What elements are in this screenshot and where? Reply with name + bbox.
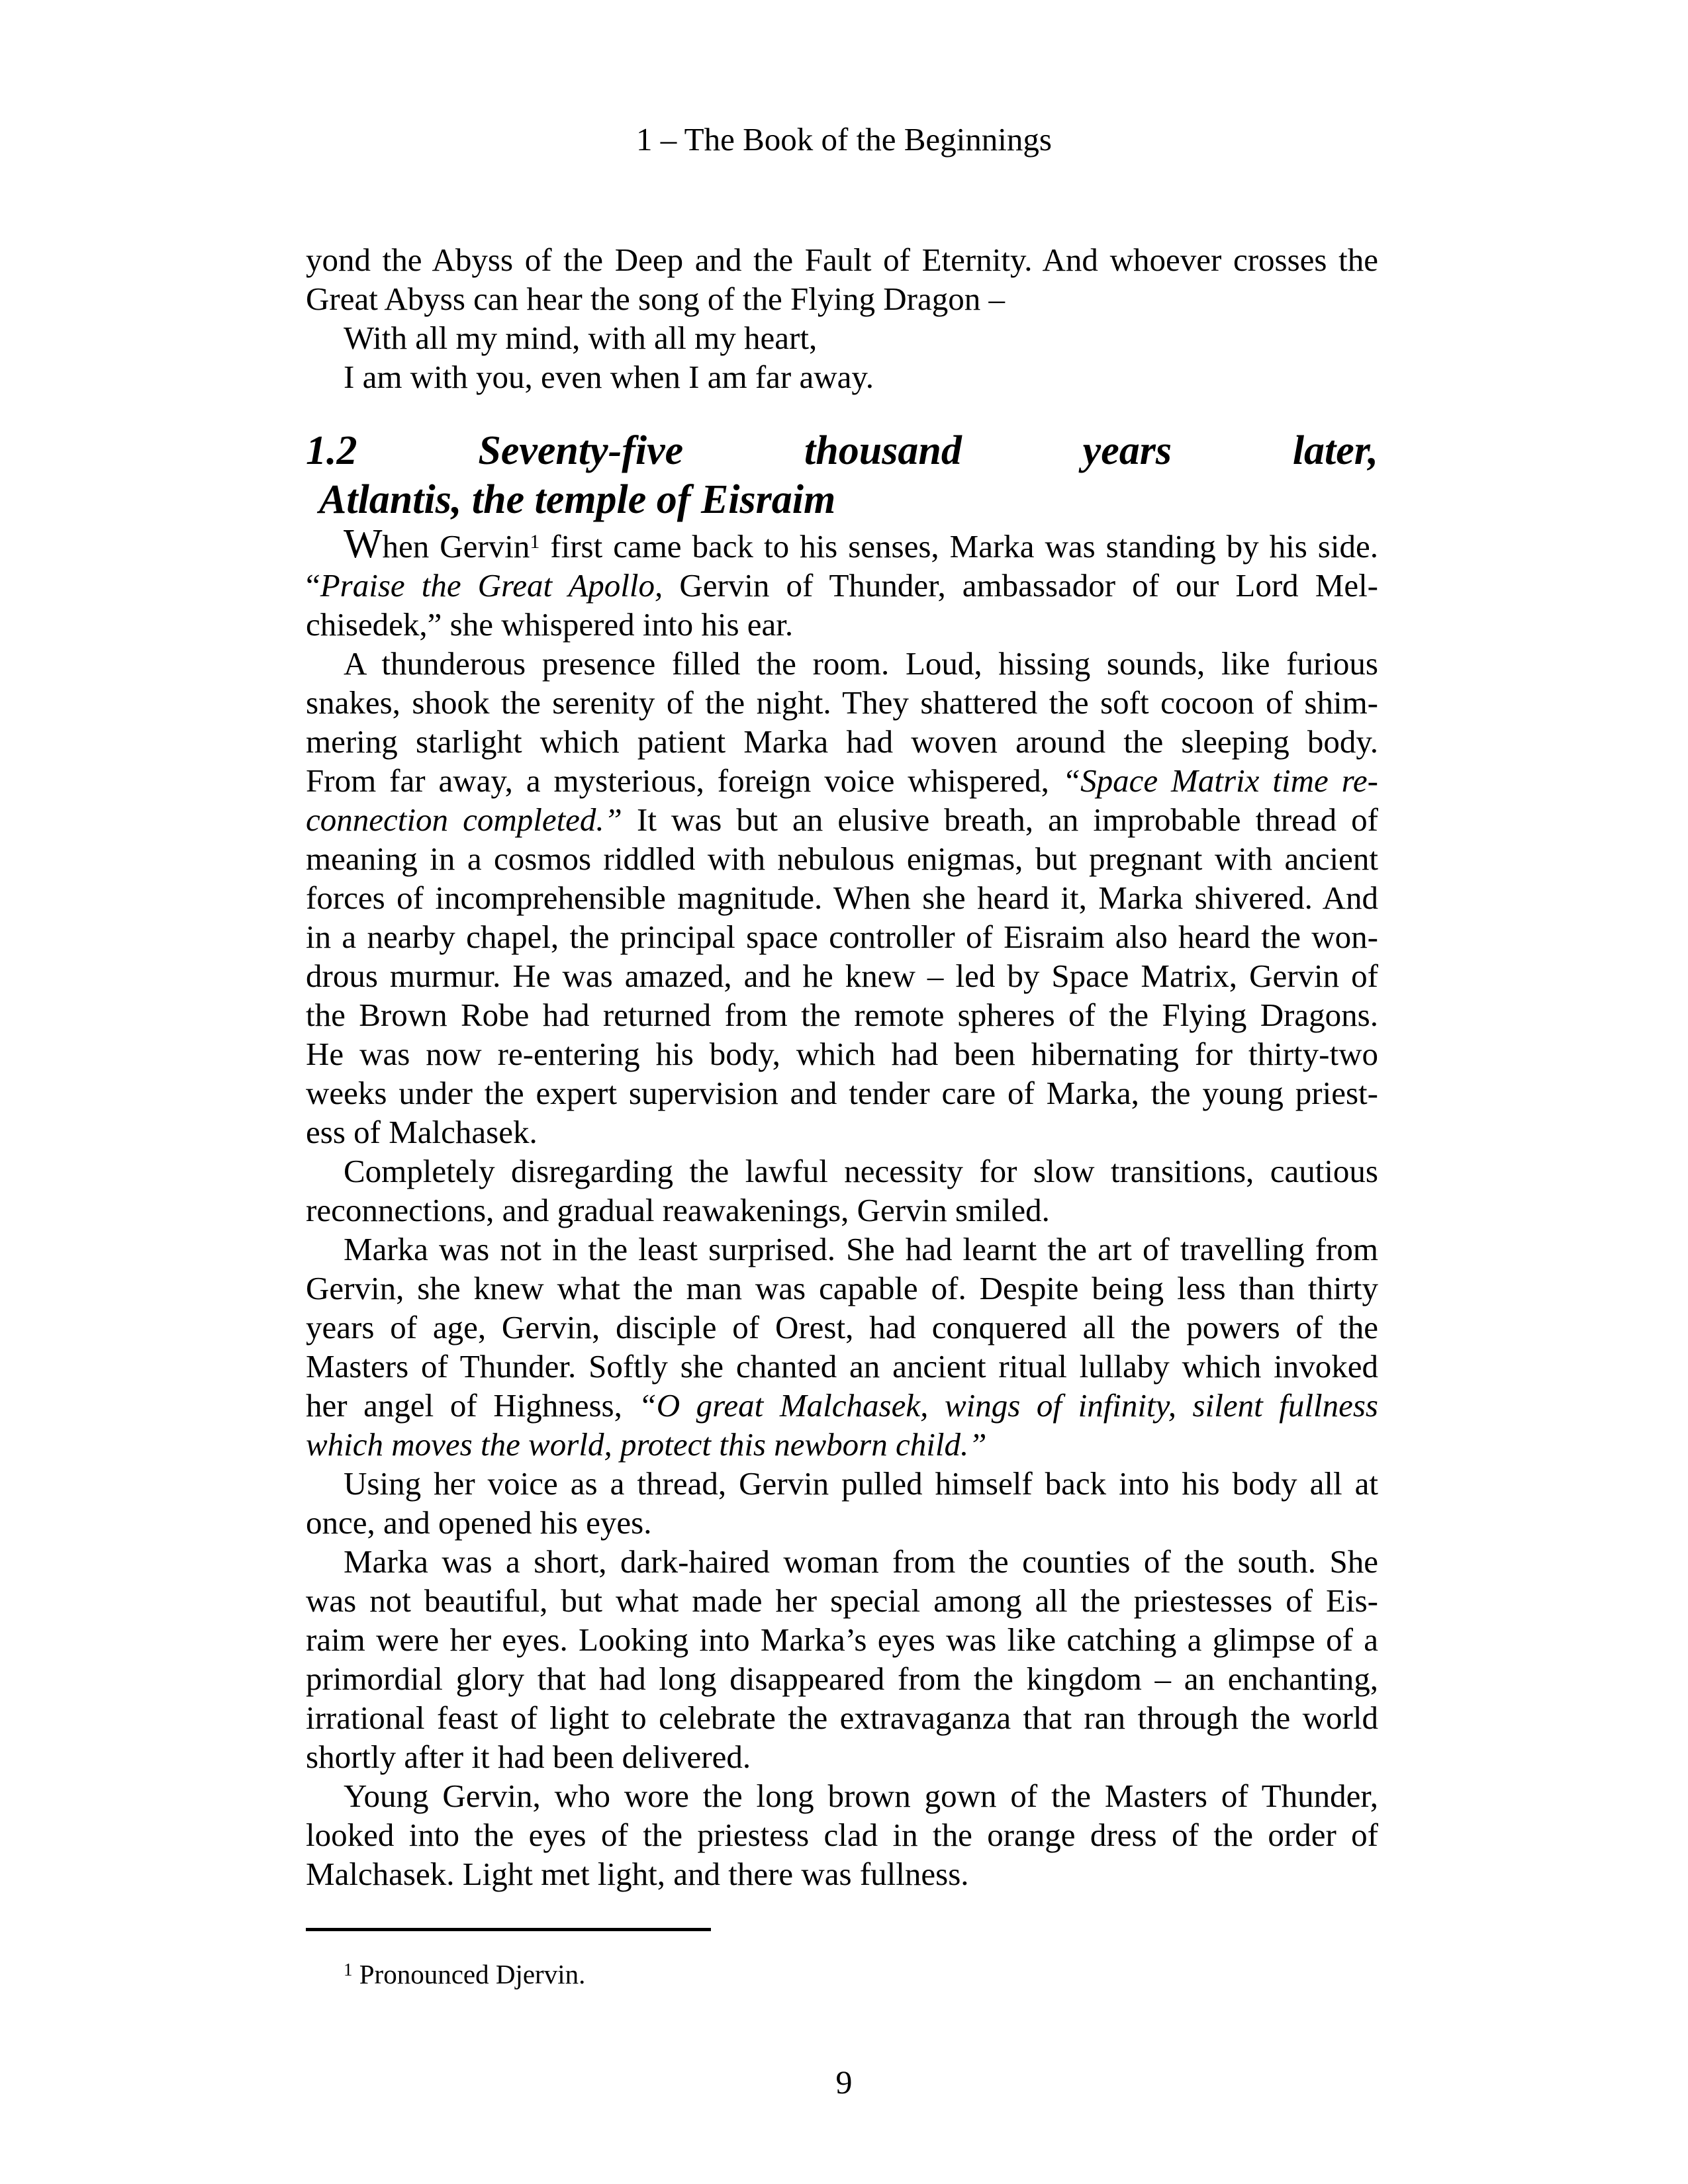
text-run: Masters of Thunder. Softly she chanted an ancient ritual lullaby which invoked [306,1348,1378,1385]
footnote-text: Pronounced Djervin. [359,1959,586,1989]
section-title-word: Seventy-five [478,428,684,473]
text-line [306,1425,1378,1464]
paragraph [306,1776,1378,1893]
text-line [306,722,1378,761]
section-heading-line2: Atlantis, the temple of Eisraim [319,477,836,522]
section-title-word: years [1082,428,1172,473]
text-run: Gervin of Thunder, ambassador of our Lord Mel- [663,567,1378,604]
text-line [306,1269,1378,1308]
text-run: “Space Matrix time re- [1062,762,1378,799]
text-line [306,522,1378,567]
text-run: irrational feast of light to celebrate the extravaganza that ran through the world [306,1700,1378,1736]
text-line [306,1034,1378,1073]
section-number: 1.2 [306,428,357,473]
text-run: “ [306,567,320,604]
text-line [306,1620,1378,1659]
text-line [306,318,1378,357]
text-line [306,1776,1378,1815]
text-line [306,1464,1378,1503]
text-run: Great Abyss can hear the song of the Flying Dragon – [306,281,1005,317]
text-column [306,240,1378,1990]
text-run: in a nearby chapel, the principal space controller of Eisraim also heard the won- [306,919,1378,955]
text-line [306,1542,1378,1581]
text-line [306,1659,1378,1698]
text-run: hen Gervin [382,528,530,565]
text-run: Praise the Great Apollo, [320,567,663,604]
text-run: reconnections, and gradual reawakenings, Gervin smiled. [306,1192,1050,1228]
text-line [306,605,1378,644]
text-line [306,1581,1378,1620]
text-run: Marka was a short, dark-haired woman from the counties of the south. She [344,1543,1378,1580]
text-line [306,357,1378,396]
section-title-word: later, [1292,428,1378,473]
footnote-marker: 1 [344,1960,353,1979]
text-run: raim were her eyes. Looking into Marka’s eyes was like catching a glimpse of a [306,1621,1378,1658]
text-run: Completely disregarding the lawful necessity for slow transitions, cautious [344,1153,1378,1189]
text-run: shortly after it had been delivered. [306,1739,751,1775]
text-line [306,878,1378,917]
paragraph [306,1464,1378,1542]
text-line [306,956,1378,995]
paragraph [306,1230,1378,1464]
text-line [306,839,1378,878]
text-run: Malchasek. Light met light, and there was fullness. [306,1856,969,1892]
text-line [306,240,1378,279]
text-flow-top [306,240,1378,396]
text-line [306,566,1378,605]
text-run: ess of Malchasek. [306,1114,538,1150]
text-run: weeks under the expert supervision and tender care of Marka, the young priest- [306,1075,1378,1111]
text-line [306,761,1378,800]
text-line [306,644,1378,683]
section-heading-line1 [306,426,1378,475]
text-run: mering starlight which patient Marka had woven around the sleeping body. [306,723,1378,760]
text-run: Using her voice as a thread, Gervin pulled himself back into his body all at [344,1465,1378,1502]
running-header: 1 – The Book of the Beginnings [636,121,1052,158]
verse-block [306,318,1378,396]
text-run: first came back to his senses, Marka was standing by his side. [539,528,1378,565]
text-line [306,683,1378,722]
text-run: her angel of Highness, [306,1387,639,1424]
text-run: drous murmur. He was amazed, and he knew – led by Space Matrix, Gervin of [306,958,1378,994]
text-run: W [344,522,383,567]
text-run: which moves the world, protect this newborn child.” [306,1426,987,1463]
text-line [306,1386,1378,1425]
text-run: connection completed.” [306,801,622,838]
paragraph [306,522,1378,644]
text-line [306,995,1378,1034]
text-line [306,1073,1378,1113]
section-heading [306,426,1378,524]
text-run: looked into the eyes of the priestess clad in the orange dress of the order of [306,1817,1378,1853]
text-run: primordial glory that had long disappeared from the kingdom – an enchanting, [306,1661,1378,1697]
footnote-area [306,1928,1378,1990]
text-run: With all my mind, with all my heart, [344,320,818,356]
text-line [306,1503,1378,1542]
text-run: Young Gervin, who wore the long brown gown of the Masters of Thunder, [344,1778,1378,1814]
text-run: A thunderous presence filled the room. Loud, hissing sounds, like furious [344,645,1378,682]
text-run: yond the Abyss of the Deep and the Fault of Eternity. And whoever crosses the [306,242,1378,278]
text-line [306,917,1378,956]
text-run: I am with you, even when I am far away. [344,359,874,395]
text-line [306,1152,1378,1191]
text-run: meaning in a cosmos riddled with nebulous enigmas, but pregnant with ancient [306,841,1378,877]
section-title-word: thousand [804,428,962,473]
text-run: Gervin, she knew what the man was capable of. Despite being less than thirty [306,1270,1378,1306]
text-run: It was but an elusive breath, an improbable thread of [622,801,1378,838]
text-run: chisedek,” she whispered into his ear. [306,606,794,643]
text-flow-main [306,522,1378,1893]
paragraph [306,1542,1378,1776]
paragraph [306,644,1378,1152]
text-run: Marka was not in the least surprised. She had learnt the art of travelling from [344,1231,1378,1267]
text-line [306,1230,1378,1269]
text-run: “O great Malchasek, wings of infinity, silent fullness [638,1387,1378,1424]
text-run: was not beautiful, but what made her special among all the priestesses of Eis- [306,1582,1378,1619]
text-run: He was now re-entering his body, which had been hibernating for thirty-two [306,1036,1378,1072]
text-line [306,1113,1378,1152]
page-number: 9 [835,2064,853,2101]
text-line [306,1191,1378,1230]
text-run: once, and opened his eyes. [306,1504,652,1541]
text-run: From far away, a mysterious, foreign voice whispered, [306,762,1062,799]
text-line [306,800,1378,839]
footnote-separator-rule [306,1928,711,1931]
footnote [306,1954,1378,1990]
text-line [306,1815,1378,1854]
text-run: snakes, shook the serenity of the night. They shattered the soft cocoon of shim- [306,684,1378,721]
text-line [306,1854,1378,1893]
text-run: forces of incomprehensible magnitude. When she heard it, Marka shivered. And [306,880,1378,916]
text-line [306,1308,1378,1347]
text-run: the Brown Robe had returned from the remote spheres of the Flying Dragons. [306,997,1378,1033]
text-line [306,1347,1378,1386]
text-line [306,1698,1378,1737]
footnote-ref: 1 [530,531,540,553]
text-run: years of age, Gervin, disciple of Orest, had conquered all the powers of the [306,1309,1378,1345]
paragraph [306,1152,1378,1230]
text-line [306,1737,1378,1776]
text-line [306,279,1378,318]
paragraph [306,240,1378,318]
